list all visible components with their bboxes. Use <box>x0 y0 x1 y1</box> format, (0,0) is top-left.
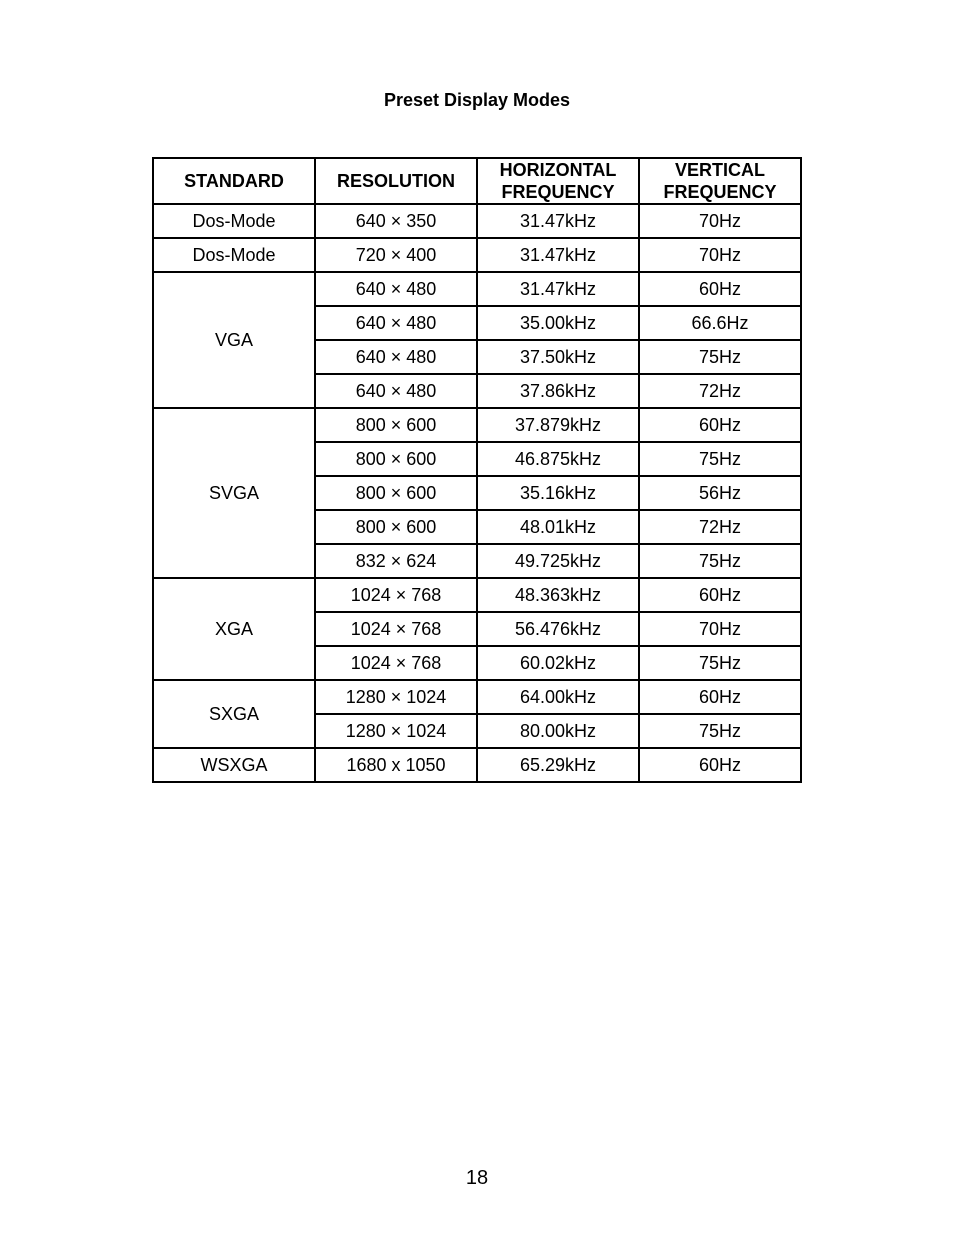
cell-vertical: 75Hz <box>639 544 801 578</box>
cell-horizontal: 56.476kHz <box>477 612 639 646</box>
cell-resolution: 800 × 600 <box>315 510 477 544</box>
cell-horizontal: 37.50kHz <box>477 340 639 374</box>
table-header <box>153 158 801 204</box>
page-title: Preset Display Modes <box>383 90 571 110</box>
header-resolution: RESOLUTION <box>315 158 477 204</box>
cell-vertical: 70Hz <box>639 612 801 646</box>
cell-horizontal: 35.16kHz <box>477 476 639 510</box>
cell-resolution: 1024 × 768 <box>315 646 477 680</box>
cell-horizontal: 31.47kHz <box>477 204 639 238</box>
cell-horizontal: 31.47kHz <box>477 238 639 272</box>
header-vertical-frequency: VERTICAL FREQUENCY <box>639 158 801 204</box>
cell-vertical: 75Hz <box>639 646 801 680</box>
page-number: 18 <box>465 1167 489 1189</box>
table-body <box>153 204 801 782</box>
cell-horizontal: 48.01kHz <box>477 510 639 544</box>
cell-resolution: 1280 × 1024 <box>315 714 477 748</box>
cell-horizontal: 80.00kHz <box>477 714 639 748</box>
cell-horizontal: 49.725kHz <box>477 544 639 578</box>
cell-vertical: 72Hz <box>639 374 801 408</box>
cell-vertical: 60Hz <box>639 680 801 714</box>
table-row <box>153 748 801 782</box>
cell-vertical: 70Hz <box>639 238 801 272</box>
cell-vertical: 56Hz <box>639 476 801 510</box>
cell-horizontal: 46.875kHz <box>477 442 639 476</box>
table-row <box>153 204 801 238</box>
cell-resolution: 640 × 480 <box>315 306 477 340</box>
cell-vertical: 66.6Hz <box>639 306 801 340</box>
cell-standard: Dos-Mode <box>153 204 315 238</box>
header-row <box>153 158 801 204</box>
cell-resolution: 800 × 600 <box>315 442 477 476</box>
cell-vertical: 60Hz <box>639 408 801 442</box>
cell-vertical: 70Hz <box>639 204 801 238</box>
cell-standard: Dos-Mode <box>153 238 315 272</box>
cell-horizontal: 48.363kHz <box>477 578 639 612</box>
cell-standard: XGA <box>153 578 315 680</box>
table-row <box>153 272 801 306</box>
cell-horizontal: 64.00kHz <box>477 680 639 714</box>
display-modes-table <box>152 157 802 783</box>
table-row <box>153 408 801 442</box>
cell-resolution: 800 × 600 <box>315 408 477 442</box>
header-horizontal-frequency: HORIZONTAL FREQUENCY <box>477 158 639 204</box>
cell-horizontal: 65.29kHz <box>477 748 639 782</box>
cell-resolution: 1280 × 1024 <box>315 680 477 714</box>
cell-vertical: 75Hz <box>639 340 801 374</box>
cell-resolution: 800 × 600 <box>315 476 477 510</box>
cell-standard: SXGA <box>153 680 315 748</box>
cell-horizontal: 31.47kHz <box>477 272 639 306</box>
cell-horizontal: 60.02kHz <box>477 646 639 680</box>
cell-vertical: 75Hz <box>639 714 801 748</box>
cell-resolution: 720 × 400 <box>315 238 477 272</box>
cell-resolution: 1024 × 768 <box>315 578 477 612</box>
cell-vertical: 60Hz <box>639 748 801 782</box>
cell-standard: WSXGA <box>153 748 315 782</box>
cell-resolution: 640 × 480 <box>315 374 477 408</box>
cell-vertical: 72Hz <box>639 510 801 544</box>
cell-vertical: 60Hz <box>639 272 801 306</box>
table-row <box>153 680 801 714</box>
header-standard: STANDARD <box>153 158 315 204</box>
cell-resolution: 832 × 624 <box>315 544 477 578</box>
cell-horizontal: 37.86kHz <box>477 374 639 408</box>
cell-resolution: 640 × 480 <box>315 340 477 374</box>
cell-resolution: 640 × 350 <box>315 204 477 238</box>
cell-resolution: 1024 × 768 <box>315 612 477 646</box>
cell-vertical: 75Hz <box>639 442 801 476</box>
table-row <box>153 238 801 272</box>
table-row <box>153 578 801 612</box>
cell-resolution: 1680 x 1050 <box>315 748 477 782</box>
cell-horizontal: 35.00kHz <box>477 306 639 340</box>
cell-standard: SVGA <box>153 408 315 578</box>
cell-standard: VGA <box>153 272 315 408</box>
cell-vertical: 60Hz <box>639 578 801 612</box>
cell-resolution: 640 × 480 <box>315 272 477 306</box>
cell-horizontal: 37.879kHz <box>477 408 639 442</box>
